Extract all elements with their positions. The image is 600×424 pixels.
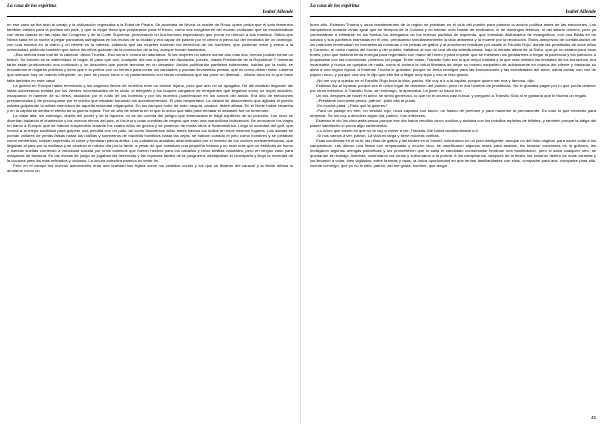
right-page-body: [310, 22, 596, 412]
page-gutter: [300, 0, 301, 424]
paragraph: -Para un pasaje en tren, un vestido rojo, unos zapatos con tacón, un frasco de perfume y para hacerme la permanente. Es todo lo que necesito para empezar. Se los voy a devolver algún día, patrón. Con intereses.: [310, 107, 596, 118]
header-rule: [310, 16, 596, 17]
paragraph: Esteban iba al lupanar porque era el único lugar de diversión del pueblo, pero no era hombre de prostitutas. No le gustaba pagar por lo que podía obtener por otros métodos. A Tránsito Soto, sin embargo, la apreciaba. La joven lo hacía reír.: [310, 82, 596, 93]
paragraph: Un día, después de hacer el amor, se sintió generoso, lo que no le ocurría casi nunca, y preguntó a Tránsito Soto si le gustaría que le hiciera un regalo.: [316, 92, 588, 98]
running-head-title: La casa de los espíritus: [7, 3, 57, 9]
left-page: [5, 0, 295, 424]
running-head-author: Isabel Allende: [262, 9, 293, 15]
paragraph: Esteban le dio los cincuenta pesos porque ese día había vendido cinco novillos y andaba con los bolsillos repletos de billetes, y también porque la fatiga del placer satisfecho lo ponía algo sentimental.: [310, 117, 596, 128]
paragraph: Pero en el campo los nuevos automóviles eran una realidad tan lejana como los vestidos cortos y los que se libraron del caracol y la fiebre aftosa lo anotaron como un: [7, 163, 293, 174]
paragraph: -¡Préstame cincuenta pesos, patrón! -pidió ella al punto.: [316, 97, 417, 103]
running-head-author: Isabel Allende: [565, 9, 596, 15]
left-page-header: [5, 0, 295, 14]
page-number: 45: [590, 415, 596, 420]
paragraph: La guerra en Europa había terminado y los vagones llenos de muertos eran un clamor lejano, pero que aún no se apagaba. De allí estaban llegando las ideas subversivas traídas por los vientos incontrolables de la radio, el telégrafo y los buques cargados de emigrantes que llegaban como un tropel aturdido, escapando el hambre de su tierra, asolados por el ruido de las bombas y por los muertos pudriéndose en los surcos del arado. Era año de elecciones presidenciales y de preocuparse por el vuelco que estaban tomando los acontecimientos. El país despertaba. La oleada de descontento que agitaba al pueblo estaba golpeando la sólida estructura de aquella sociedad oligárquica. En los campos hubo de todo: sequía, caracol, fiebre aftosa. En el Norte había cesantía y en la capital se sentía el efecto de la guerra lejana. Fue un año de miseria en el que lo único que faltó para rematar el desastre fue un terremoto.: [7, 82, 293, 113]
paragraph: La clase alta, sin embargo, dueña del poder y de la riqueza, no se dio cuenta del peligro que amenazaba el frágil equilibrio de su posición. Los ricos se divertían bailando el charlestón y los nuevos ritmos del jazz, el fox-trot y unas cumbias de negros que eran una maravillosa indecencia. Se renovaron los viajes en barco a Europa, que se habían suspendido durante los cuatro años de guerra y se pusieron de moda otros a Norteamérica. Llegó la novedad del golf, que reunía a la mejor sociedad para golpear una pelotita con un palo, tal como doscientos años antes hacían los indios en esos mismos lugares. Las damas se ponían collares de perlas falsas hasta las rodillas y sombreros de bacinilla hundidos hasta las cejas, se habían cortado el pelo como hombres y se pintaban como meretrices, habían suprimido el corsé y fumaban pierna arriba. Los caballeros andaban deslumbrados por el invento de los coches norteamericanos, que llegaban al país por la mañana y se vendían el mismo día por la tarde, a pesar de que costaban una pequeña fortuna y no eran más que un estrépito de humo y tuercas sueltas corriendo a velocidad suicida por unos caminos que fueron hechos para los caballos y otros bestias naturales, pero en ningún caso para máquinas de fantasía. En las mesas de juego se jugaban las herencias y las riquezas fáciles de la posguerra, destapaban el champaña y llegó la novedad de la cocaína para los más refinados y viciosos. La locura colectiva parecía no tener fin.: [7, 112, 293, 164]
paragraph: -¡Esa señora está mal de la cabeza! -decía Trueba-. Eso sería ir contra la naturaleza. Si las mujeres no saben sumar dos más dos, menos podrán tomar un bisturí. Su función es la maternidad, el hogar. Al paso que van, cualquier día van a querer ser diputados, jueces, ¡hasta Presidente de la República! Y mientras tanto están produciendo una confusión y un desorden que puede terminar en un desastre. Andan publicando panfletos indecentes, hablan por la radio, se encadenan en lugares públicos y tiene que ir la policía con un herrero para cortar los candados y puedan llevárselas presas, que es como deben estar. Lástima que siempre hay un marido influyente, un juez de pocos bríos o un parlamentario con ideas revoltosas que las pone en libertad... ¡Mano dura es lo que hace falta también en este caso!: [7, 52, 293, 83]
paragraph: -Lo único que siento es que no te voy a volver a ver, Tránsito. Me había acostumbrado a ti.: [316, 127, 479, 133]
paragraph: Esas comilonas en el club, las riñas de gallos y las tardes en el burdel, culminaron en un plan inteligente, aunque no del todo original, para hacer votar a los campesinos. Les dieron una fiesta con empanadas y mucho vino, se sacrificaron algunos reses para asarlas, les tocaron canciones en la guitarra, les endilgaron algunas arengas patrióticas y les prometieron que si salía el candidato conservador tendrían una bonificación, pero si salía cualquier otro, se quedarían sin trabajo. Además, controlaron las urnas y sobornaron a la policía. A los campesinos, después de la fiesta, los echaron dentro de unas carretas y los llevaron a votar, bien vigilados, entre bromas y risas, la única oportunidad en que tenían familiaridades con ellos, compadre para acá, compadre para allá, cuente conmigo, que yo no le fallo, patrón, así me gusta, hombre, que tenga: [310, 138, 596, 169]
paragraph: en ese caso se iba todo al carajo y la civilización regresaba a la Edad de Piedra. Se acortaba de Nívea, la madre de Rosa, quien pedía que el voto femenino también valiera para la política del país, y que la mujer tenía que prepararse para el futuro, como sus congéneres del mundo civilizado que se encadenaban con otras damas en las rejas del Congreso y de la Corte Suprema, provocando un bochornoso espectáculo que ponía en ridículo a sus maridos. Sabía que Nívea salía en la noche a pegar pancartas sufragistas en los muros de la ciudad y era capaz de pasear por el centro a plena luz del mediodía de un domingo, con una escoba en la mano y un birrete en la cabeza, pidiendo que las mujeres tuvieran los derechos de los hombres, que pudieran votar y entrar a la universidad, pidiendo también que todos los niños gozaran de la protección de la ley, aunque fueran bastardos.: [7, 22, 293, 53]
right-page-header: [308, 0, 598, 14]
running-head-title: La casa de los espíritus: [310, 3, 360, 9]
paragraph: -No me voy a quedar en el Farolito Rojo toda la vida, patrón. Me voy a ir a la capital, porque quiero ser rica y famosa -dijo.: [316, 77, 535, 83]
right-page: [308, 0, 598, 424]
paragraph: buen año. Esteban Trueba y otros terratenientes de la región se juntaban en el club del pueblo para planear la acción política antes de las elecciones. Los campesinos todavía vivían igual que en tiempos de la Colonia y no habían oído hablar de sindicatos, ni de domingos festivos, ni del salario mínimo, pero ya comenzaban a infiltrarse en los fundos los delegados de los nuevos partidos de izquierda, que entraban disfrazados de evangélicos, con una Biblia en un sobaco y sus panfletos marxistas en el otro, predicando simultáneamente la vida abstemia y la muerte por la revolución. Estos almuerzos de confabulación de los patrones terminaban en borracheras romanas o en peleas de gallos y al anochecer tomaban por asalto el Farolito Rojo, donde las prostitutas de doce años y Carmelo, el único marica del burdel y del pueblo, bailaban al son de una vitrola antediluviana, bajo la mirada alerta de la Sofía, que ya no estaba para esos trotes, pero que todavía tenía energía para regentarlo con mano de hierro y para impedir que se metiesen los gendarmes a fregar la paciencia y los patrones a propasarse con las muchachas, pidiendo sin pagar. Entre todas, Tránsito Soto era la que mejor bailaba y la que más resistía los embates de los borrachos, era incansable y nunca se quejaba de nada, como si tuviera la virtud tibetana de dejar su mísero esqueleto de adolescente en manos del cliente y trasladar su alma a una región lejana. A Esteban Trueba le gustaba, porque no tenía remilgos para las innovaciones y las brutalidades del amor, sabía cantar con voz de pájaro ronco, y porque una vez le dijo que ella iba a llegar muy lejos y eso le hizo gracia.: [310, 22, 596, 78]
paragraph: -Es mucha plata. ¿Para qué la quieres?: [316, 102, 388, 108]
header-rule: [7, 16, 293, 17]
left-page-body: [7, 22, 293, 412]
paragraph: -Sí nos vamos a ver, patrón. La vida es larga y tiene muchas vueltas.: [316, 133, 440, 139]
